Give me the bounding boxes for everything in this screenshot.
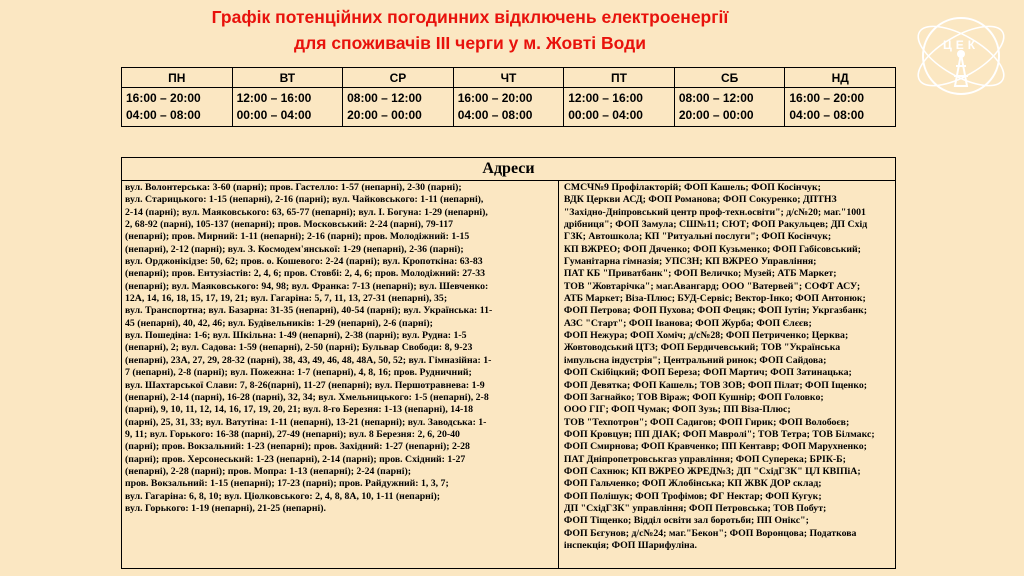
address-line: 45 (непарні), 40, 42, 46; вул. Будівельників: 1-29 (непарні), 2-6 (парні); — [125, 317, 433, 329]
address-line: (непарні), 23А, 27, 29, 28-32 (парні), 38, 43, 49, 46, 48, 48А, 50, 52; вул. Гімназійна: 1- — [125, 354, 492, 366]
address-line: 7 (непарні), 2-8 (парні); вул. Пожежна: 1-7 (непарні), 4, 8, 16; пров. Рудничний; — [125, 367, 472, 379]
address-line: (парні), 9, 10, 11, 12, 14, 16, 17, 19, 20, 21; вул. 8-го Березня: 1-13 (непарні), 14-18 — [125, 404, 474, 416]
day-header: ВТ — [232, 68, 343, 88]
slots-row — [122, 88, 896, 127]
address-line: 9, 11; вул. Горького: 16-38 (парні), 27-49 (непарні); вул. 8 Березня: 2, 6, 20-40 — [125, 428, 460, 440]
address-line: ВДК Церкви АСД; ФОП Романова; ФОП Сокуренко; ДПТНЗ — [563, 194, 837, 206]
address-line: ФОП Сахнюк; КП ВЖРЕО ЖРЕД№3; ДП "СхідГЗК" ЦЛ КВІПіА; — [563, 465, 861, 477]
address-line: ФОП Кровцун; ПП ДІАК; ФОП Мавролі"; ТОВ Тетра; ТОВ Білмакс; — [563, 428, 875, 440]
day-header: ПТ — [564, 68, 675, 88]
address-line: вул. Горького: 1-19 (непарні), 21-25 (непарні). — [125, 502, 326, 514]
time-slot: 12:00 – 16:00 — [568, 91, 643, 105]
address-line: ФОП Скібіцкий; ФОП Береза; ФОП Мартич; ФОП Затинацька; — [563, 367, 852, 379]
address-line: ГЗК; Автошкола; КП "Ритуальні послуги"; ФОП Косінчук; — [563, 231, 832, 243]
address-line: ТОВ "Жовтарічка"; маг.Авангард; ООО "Ватервей"; СОФТ АСУ; — [563, 280, 861, 292]
time-slot: 04:00 – 08:00 — [457, 108, 533, 122]
address-line: (парні); пров. Вокзальний: 1-23 (непарні); пров. Західний: 1-27 (непарні); 2-28 — [125, 441, 470, 453]
days-header-row — [122, 68, 896, 88]
addresses-heading: Адреси — [122, 158, 895, 181]
address-line: ФОП Петрова; ФОП Пухова; ФОП Фецяк; ФОП Іутін; Укргазбанк; — [563, 305, 868, 317]
day-header: ЧТ — [453, 68, 564, 88]
day-slots-cell — [122, 88, 233, 127]
address-line: ФОП Гальченко; ФОП Жлобінська; КП ЖВК ДОР склад; — [563, 478, 822, 490]
day-header: НД — [785, 68, 896, 88]
address-line: вул. Транспортна; вул. Базарна: 31-35 (непарні), 40-54 (парні); вул. Українська: 11- — [125, 305, 493, 317]
address-line: пров. Вокзальний: 1-15 (непарні); 17-23 (парні); пров. Райдужний: 1, 3, 7; — [125, 478, 449, 490]
address-line: КП ВЖРЕО; ФОП Дяченко; ФОП Кузьменко; ФОП Габісовський; — [563, 243, 861, 255]
address-line: вул. Пошедіна: 1-6; вул. Шкільна: 1-49 (непарні), 2-38 (парні); вул. Руднa: 1-5 — [125, 330, 467, 342]
time-slot: 00:00 – 04:00 — [236, 108, 312, 122]
title-line-2: для споживачів ІІІ черги у м. Жовті Води — [294, 33, 646, 53]
address-line: (непарні); пров. Ентузіастів: 2, 4, 6; пров. Стовбі: 2, 4, 6; пров. Молодіжний: 27-33 — [125, 268, 486, 280]
address-line: ФОП Загнайко; ТОВ Віраж; ФОП Кушнір; ФОП Головко; — [563, 391, 824, 403]
address-line: ФОП Нежура; ФОП Хоміч; д/с№28; ФОП Петриченко; Церква; — [563, 330, 849, 342]
time-slot: 16:00 – 20:00 — [789, 91, 865, 105]
consumers-column — [559, 181, 895, 568]
address-line: вул. Орджонікідзе: 50, 62; пров. о. Кошевого: 2-24 (парні); вул. Кропоткіна: 63-83 — [125, 256, 483, 268]
day-slots-cell — [453, 88, 564, 127]
addresses-table — [121, 157, 896, 569]
address-line: (непарні); вул. Маяковського: 94, 98; вул. Франка: 7-13 (непарні); вул. Шевченко: — [125, 280, 489, 292]
page-title — [0, 4, 940, 56]
address-line: (парні); пров. Херсонеський: 1-23 (непарні), 2-14 (парні); пров. Східний: 1-27 — [125, 453, 466, 465]
time-slot: 20:00 – 00:00 — [347, 108, 422, 122]
day-header: СР — [343, 68, 454, 88]
day-header: ПН — [122, 68, 233, 88]
address-line: ТОВ "Техпотрон"; ФОП Садигов; ФОП Гирик; ФОП Волобоєв; — [563, 416, 850, 428]
address-line: вул. Гагаріна: 6, 8, 10; вул. Ціолковського: 2, 4, 8, 8А, 10, 1-11 (непарні); — [125, 490, 441, 502]
time-slot: 04:00 – 08:00 — [789, 108, 865, 122]
address-line: (непарні), 2-12 (парні); вул. З. Космодем'янської: 1-29 (непарні), 2-36 (парні); — [125, 243, 464, 255]
time-slot: 00:00 – 04:00 — [568, 108, 643, 122]
address-line: (непарні), 2-28 (парні); пров. Мопра: 1-13 (непарні); 2-24 (парні); — [125, 465, 411, 477]
time-slot: 08:00 – 12:00 — [347, 91, 422, 105]
day-slots-cell — [232, 88, 343, 127]
address-line: ФОП Полішук; ФОП Трофімов; ФГ Нектар; ФОП Кугук; — [563, 490, 822, 502]
address-line: ООО ГІГ; ФОП Чумак; ФОП Зузь; ПП Віза-Плюс; — [563, 404, 791, 416]
day-slots-cell — [674, 88, 785, 127]
address-line: АТБ Маркет; Віза-Плюс; БУД-Сервіс; Вектор-Інко; ФОП Антонюк; — [563, 293, 866, 305]
address-line: СМСЧ№9 Профілакторій; ФОП Кашель; ФОП Косінчук; — [563, 182, 821, 193]
day-slots-cell — [343, 88, 454, 127]
time-slot: 20:00 – 00:00 — [678, 108, 754, 122]
address-line: Жовтоводський ЦТЗ; ФОП Бердичевський; ТОВ "Українська — [563, 342, 841, 354]
address-line: (парні), 25, 31, 33; вул. Ватутіна: 1-11 (непарні), 13-21 (непарні); вул. Заводська: 1- — [125, 416, 487, 428]
address-line: 12А, 14, 16, 18, 15, 17, 19, 21; вул. Гагаріна: 5, 7, 11, 13, 27-31 (непарні), 35; — [125, 293, 448, 305]
address-line: вул. Старицького: 1-15 (непарні), 2-16 (парні); вул. Чайковського: 1-11 (непарні), — [125, 194, 484, 206]
address-line: АЗС "Старт"; ФОП Іванова; ФОП Журба; ФОП Єлєєв; — [563, 317, 812, 329]
address-line: ПАТ Дніпропетровськгаз управління; ФОП Суперека; БРІК-Б; — [563, 453, 846, 465]
address-line: інспекція; ФОП Шарифуліна. — [563, 539, 697, 551]
time-slot: 16:00 – 20:00 — [126, 91, 201, 105]
logo-text: ЦЕК — [942, 38, 980, 52]
logo — [906, 6, 1016, 116]
logo-emblem-icon — [906, 6, 1016, 116]
time-slot: 08:00 – 12:00 — [678, 91, 754, 105]
address-line: 2, 68-92 (парні), 105-137 (непарні); пров. Московський: 2-24 (парні), 79-117 — [125, 219, 454, 231]
title-line-1: Графік потенційних погодинних відключень електроенергії — [211, 7, 729, 27]
schedule-table — [121, 67, 896, 127]
address-line: ФОП Смирнова; ФОП Кравченко; ПП Кентавр; ФОП Марухненко; — [563, 441, 867, 453]
day-slots-cell — [564, 88, 675, 127]
time-slot: 16:00 – 20:00 — [457, 91, 533, 105]
address-line: (непарні); пров. Мирний: 1-11 (непарні); 2-16 (парні); пров. Молодіжний: 1-15 — [125, 231, 470, 243]
address-line: ФОП Бєгунов; д/с№24; маг."Бекон"; ФОП Воронцова; Податкова — [563, 527, 857, 539]
address-line: імпульсна індустрія"; Центральний ринок; ФОП Сайдова; — [563, 354, 827, 366]
address-line: "Західно-Дніпровський центр проф-техн.освіти"; д/с№20; маг."1001 — [563, 206, 866, 218]
address-line: вул. Волонтерська: 3-60 (парні); пров. Гастелло: 1-57 (непарні), 2-30 (парні); — [125, 182, 462, 193]
day-header: СБ — [674, 68, 785, 88]
address-line: 2-14 (парні); вул. Маяковського: 63, 65-77 (непарні); вул. І. Богуна: 1-29 (непарні), — [125, 206, 488, 218]
time-slot: 12:00 – 16:00 — [236, 91, 312, 105]
street-addresses-column — [122, 181, 559, 568]
day-slots-cell — [785, 88, 896, 127]
address-line: ФОП Тіщенко; Відділ освіти зал боротьби; ПП Онікс"; — [563, 515, 809, 527]
address-line: (непарні), 2; вул. Садова: 1-59 (непарні), 2-50 (парні); Бульвар Свободи: 8, 9-23 — [125, 342, 473, 354]
time-slot: 04:00 – 08:00 — [126, 108, 201, 122]
address-line: ФОП Девятка; ФОП Кашель; ТОВ ЗОВ; ФОП Пілат; ФОП Іщенко; — [563, 379, 868, 391]
address-line: ДП "СхідГЗК" управління; ФОП Петровська; ТОВ Побут; — [563, 502, 827, 514]
address-line: ПАТ КБ "Приватбанк"; ФОП Величко; Музей; АТБ Маркет; — [563, 268, 837, 280]
address-line: вул. Шахтарської Слави: 7, 8-26(парні), 11-27 (непарні); вул. Першотравнева: 1-9 — [125, 379, 485, 391]
address-line: (непарні), 2-14 (парні), 16-28 (парні), 32, 34; вул. Хмельницького: 1-5 (непарні), 2-8 — [125, 391, 489, 403]
address-line: дрібниця"; ФОП Замула; СШ№11; СЮТ; ФОП Ракульцев; ДП Схід — [563, 219, 868, 231]
address-line: Гуманітарна гімназія; УПСЗН; КП ВЖРЕО Управління; — [563, 256, 817, 268]
